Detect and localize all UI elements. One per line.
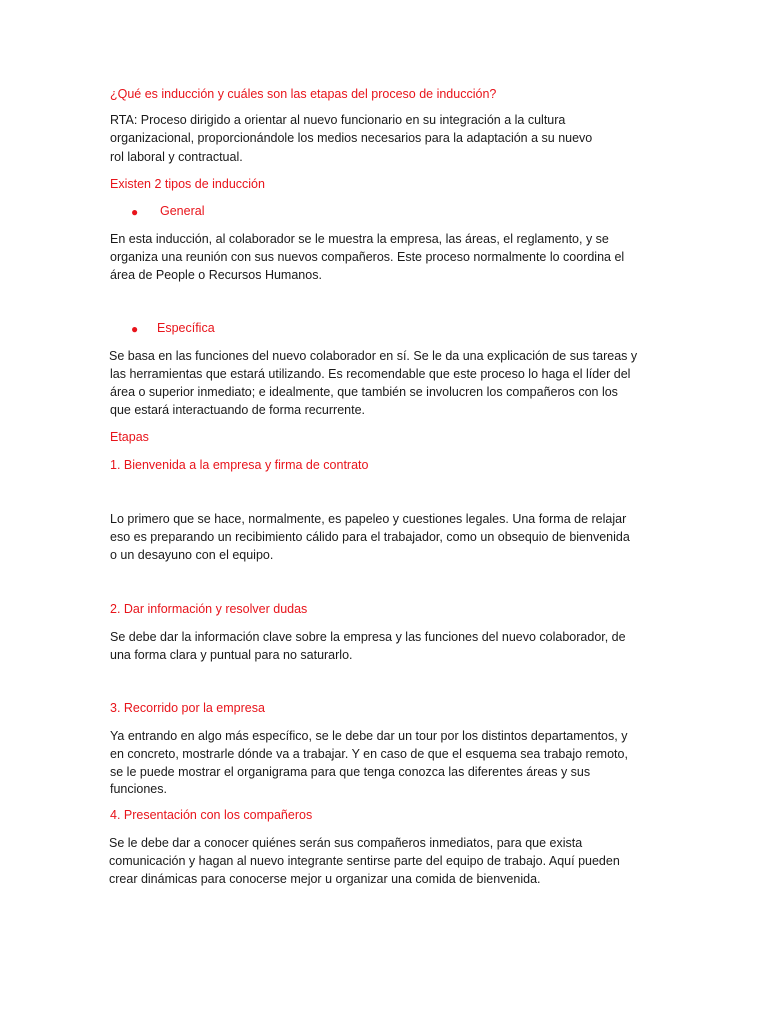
stage1-line: Lo primero que se hace, normalmente, es papeleo y cuestiones legales. Una forma de relajar	[110, 512, 627, 526]
stage1-title: 1. Bienvenida a la empresa y firma de contrato	[110, 458, 369, 472]
bullet-icon: ●	[131, 205, 139, 219]
specific-line: las herramientas que estará utilizando. Es recomendable que este proceso lo haga el líder del	[110, 367, 631, 381]
general-line: En esta inducción, al colaborador se le muestra la empresa, las áreas, el reglamento, y se	[110, 232, 609, 246]
stage4-title: 4. Presentación con los compañeros	[110, 808, 313, 822]
answer-line: RTA: Proceso dirigido a orientar al nuevo funcionario en su integración a la cultura	[110, 113, 566, 127]
general-line: área de People o Recursos Humanos.	[110, 268, 322, 282]
answer-line: organizacional, proporcionándole los medios necesarios para la adaptación a su nuevo	[110, 131, 593, 145]
question-heading: ¿Qué es inducción y cuáles son las etapas del proceso de inducción?	[110, 87, 497, 101]
specific-line: área o superior inmediato; e idealmente, que también se involucren los compañeros con los	[110, 385, 618, 399]
stage2-line: una forma clara y puntual para no saturarlo.	[110, 648, 353, 662]
type-specific-title: Específica	[157, 321, 215, 335]
stage3-line: en concreto, mostrarle dónde va a trabajar. Y en caso de que el esquema sea trabajo remoto,	[110, 747, 628, 761]
stage3-line: Ya entrando en algo más específico, se le debe dar un tour por los distintos departamentos, y	[110, 729, 628, 743]
stage1-line: eso es preparando un recibimiento cálido para el trabajador, como un obsequio de bienvenida	[110, 530, 630, 544]
specific-line: que estará interactuando de forma recurrente.	[110, 403, 366, 417]
type-general-title: General	[160, 204, 205, 218]
types-heading: Existen 2 tipos de inducción	[110, 177, 265, 191]
stage4-line: comunicación y hagan al nuevo integrante sentirse parte del equipo de trabajo. Aquí pueden	[109, 854, 620, 868]
answer-line: rol laboral y contractual.	[110, 150, 243, 164]
stages-heading: Etapas	[110, 430, 149, 444]
stage2-title: 2. Dar información y resolver dudas	[110, 602, 308, 616]
bullet-icon: ●	[131, 322, 139, 336]
stage1-line: o un desayuno con el equipo.	[110, 548, 274, 562]
specific-line: Se basa en las funciones del nuevo colaborador en sí. Se le da una explicación de sus tareas y	[109, 349, 638, 363]
stage3-title: 3. Recorrido por la empresa	[110, 701, 265, 715]
general-line: organiza una reunión con sus nuevos compañeros. Este proceso normalmente lo coordina el	[110, 250, 625, 264]
stage4-line: Se le debe dar a conocer quiénes serán sus compañeros inmediatos, para que exista	[109, 836, 583, 850]
stage2-line: Se debe dar la información clave sobre la empresa y las funciones del nuevo colaborador, de	[110, 630, 626, 644]
stage4-line: crear dinámicas para conocerse mejor u organizar una comida de bienvenida.	[109, 872, 541, 886]
stage3-line: se le puede mostrar el organigrama para que tenga conozca las diferentes áreas y sus	[110, 765, 591, 779]
stage3-line: funciones.	[110, 782, 167, 796]
